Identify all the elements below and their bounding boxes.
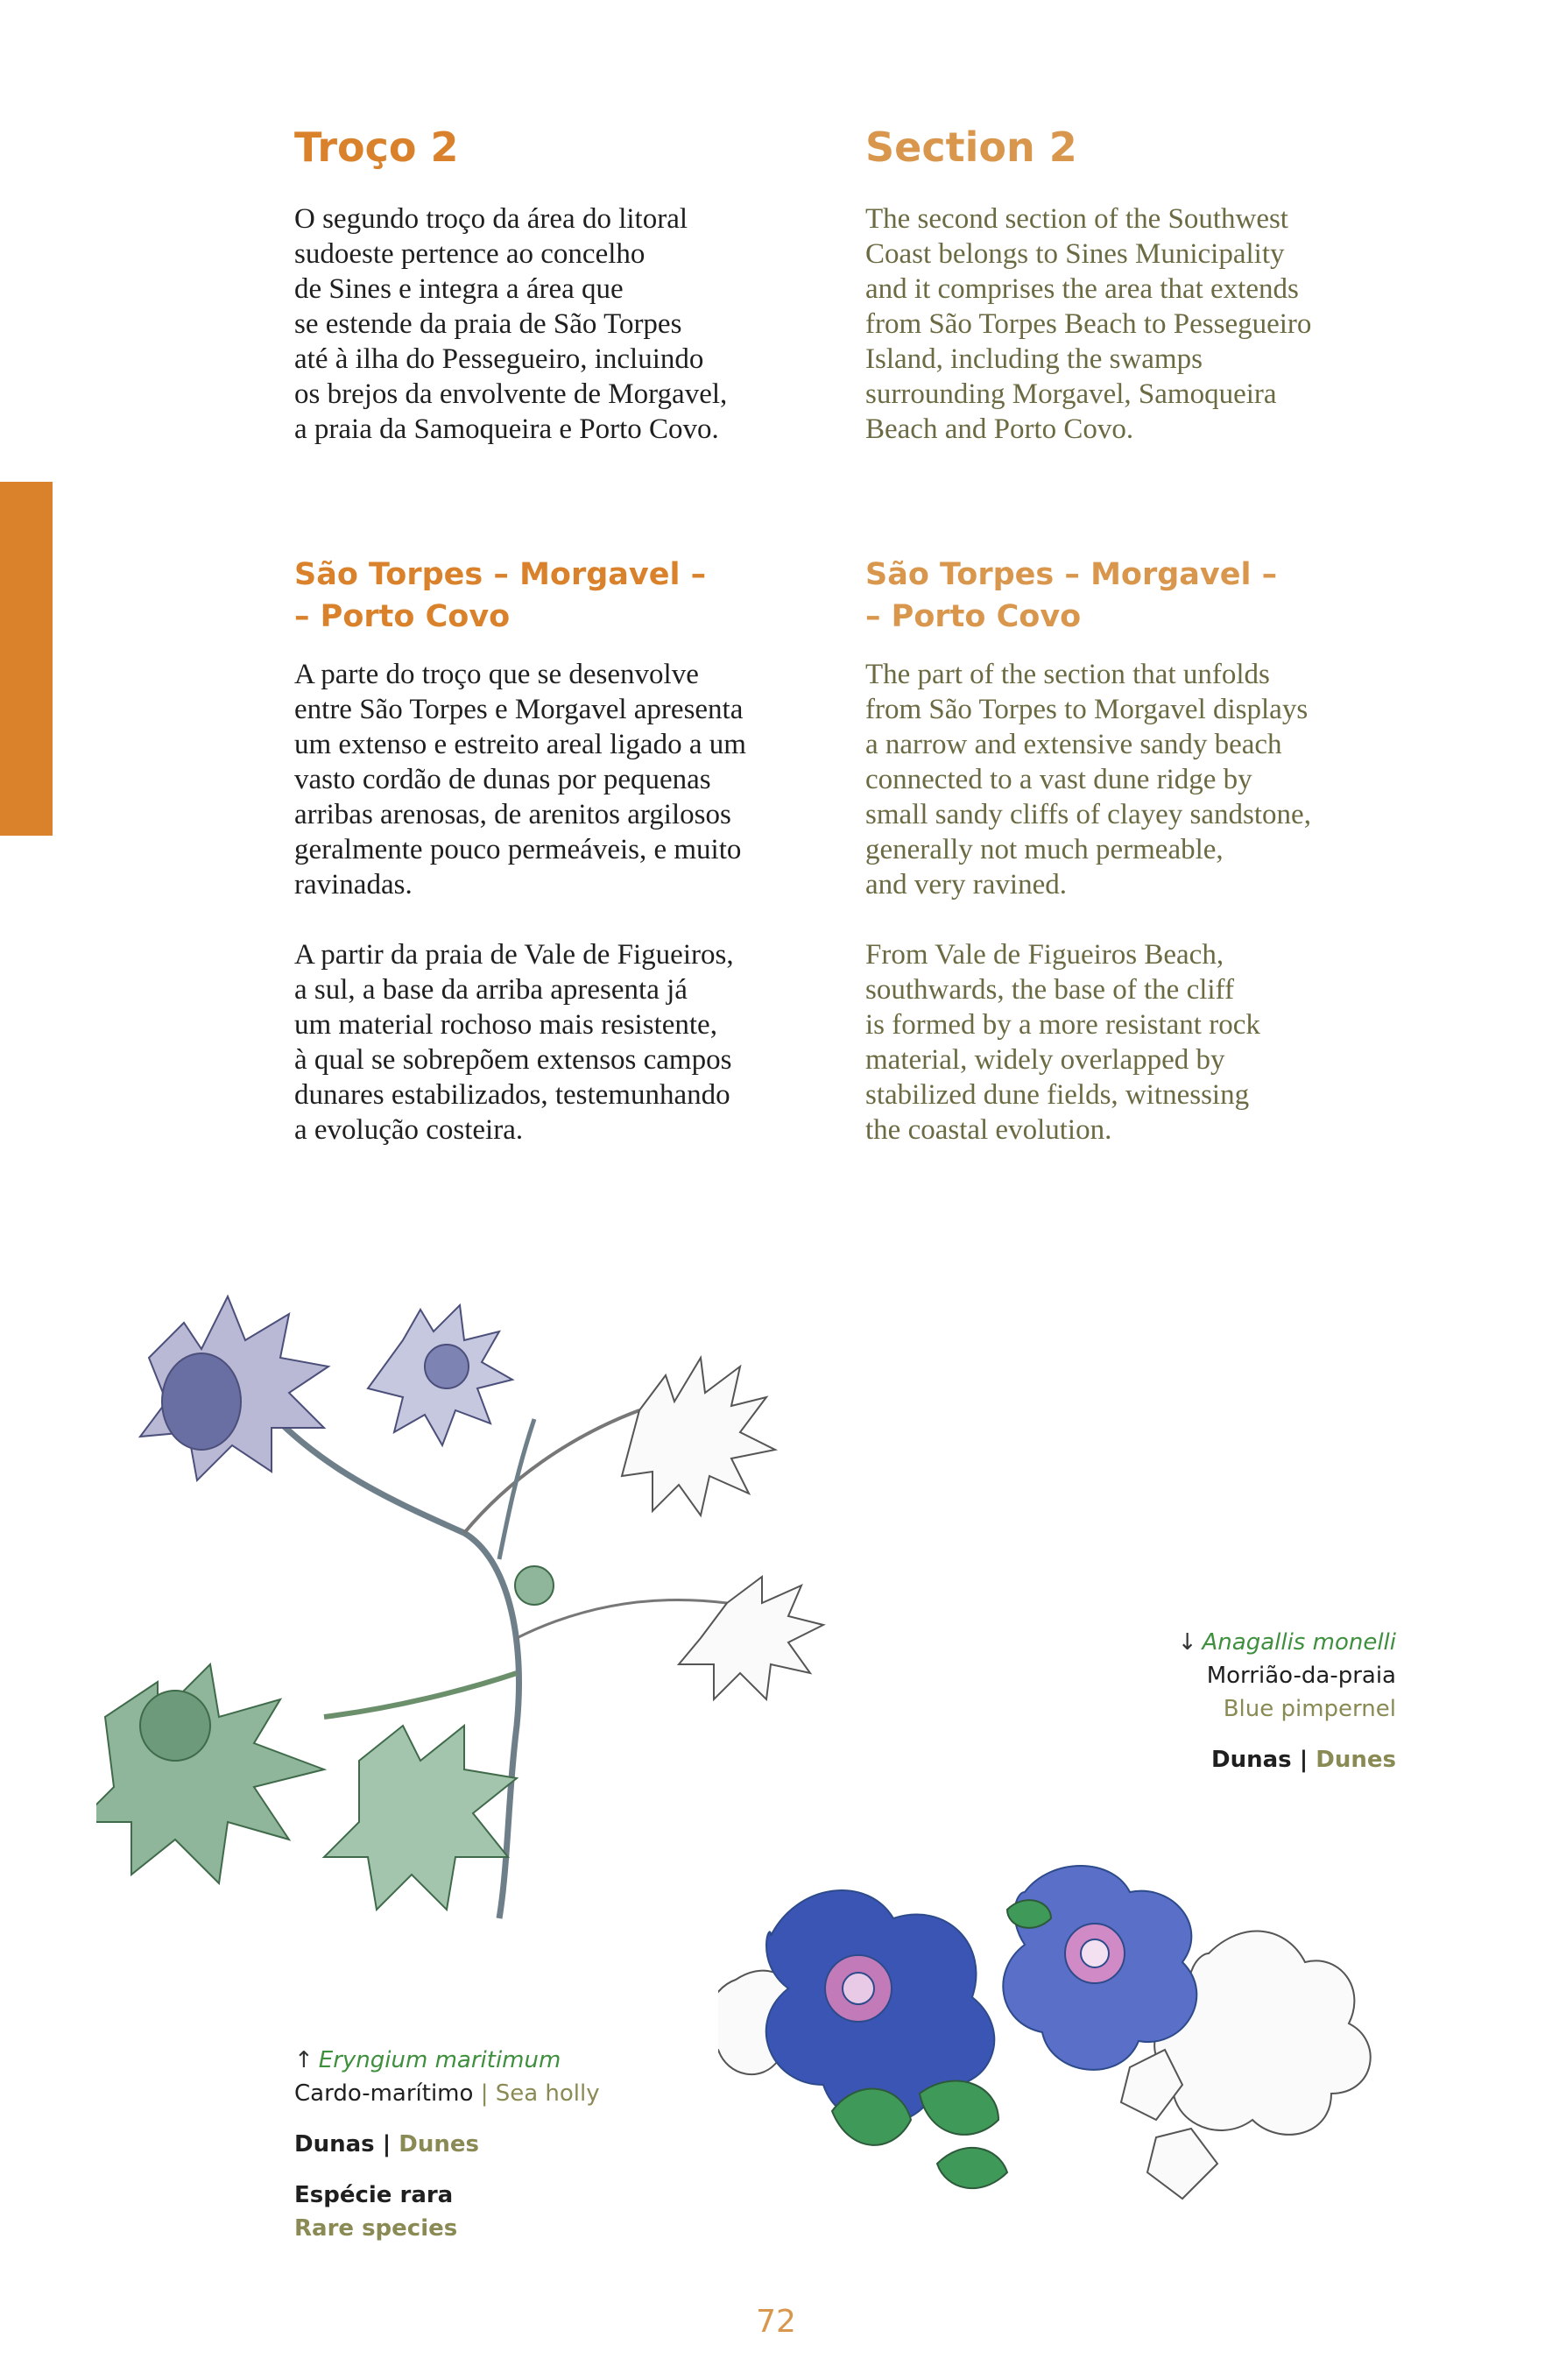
pt-subtitle-line1: São Torpes – Morgavel –: [294, 557, 707, 592]
separator: |: [1299, 1747, 1309, 1773]
eryngium-habitat-pt: Dunas: [294, 2131, 375, 2158]
page-number: 72: [756, 2304, 796, 2340]
en-subsection: [865, 554, 1426, 1148]
blue-pimpernel-illustration: [718, 1848, 1489, 2269]
separator: |: [382, 2131, 392, 2158]
anagallis-latin-name: Anagallis monelli: [1202, 1629, 1396, 1656]
eryngium-status-pt: Espécie rara: [294, 2182, 454, 2208]
en-paragraph-1: The part of the section that unfolds from São Torpes to Morgavel displays a narrow and extensive sandy beach connected to a vast dune ridge by small sandy cliffs of clayey sandstone, generally not much permeable, and very ravined.: [865, 659, 1311, 900]
eryngium-common-en: Sea holly: [495, 2080, 600, 2107]
section-tab-marker: [0, 482, 53, 836]
anagallis-habitat-en: Dunes: [1316, 1747, 1396, 1773]
eryngium-habitat-en: Dunes: [399, 2131, 479, 2158]
eryngium-common-pt: Cardo-marítimo: [294, 2080, 474, 2107]
anagallis-caption: [1178, 1626, 1396, 1776]
pt-title: Troço 2: [294, 124, 459, 171]
arrow-up-icon: ↑: [294, 2047, 314, 2073]
en-subtitle-line2: – Porto Covo: [865, 599, 1082, 634]
anagallis-common-pt: Morrião-da-praia: [1206, 1663, 1396, 1689]
pt-intro: O segundo troço da área do litoral sudoeste pertence ao concelho de Sines e integra a área que se estende da praia de São Torpes até à ilha do Pessegueiro, incluindo os brejos da envolvente de Morgavel, a praia da Samoqueira e Porto Covo.: [294, 203, 728, 445]
pt-paragraph-2: A partir da praia de Vale de Figueiros, a sul, a base da arriba apresenta já um material rochoso mais resistente, à qual se sobrepõem extensos campos dunares estabilizados, testemunhando a evolução costeira.: [294, 939, 734, 1146]
anagallis-common-en: Blue pimpernel: [1223, 1696, 1396, 1722]
anagallis-habitat: [1178, 1743, 1396, 1776]
en-paragraph-2: From Vale de Figueiros Beach, southwards, the base of the cliff is formed by a more resistant rock material, widely overlapped by stabilized dune fields, witnessing the coastal evolution.: [865, 939, 1260, 1146]
en-subtitle-line1: São Torpes – Morgavel –: [865, 557, 1278, 592]
pt-subtitle-line2: – Porto Covo: [294, 599, 511, 634]
eryngium-status-en: Rare species: [294, 2215, 458, 2242]
anagallis-habitat-pt: Dunas: [1211, 1747, 1292, 1773]
pt-column: [294, 123, 855, 447]
separator: |: [480, 2080, 489, 2107]
eryngium-latin-name: Eryngium maritimum: [318, 2047, 561, 2073]
en-intro: The second section of the Southwest Coast belongs to Sines Municipality and it comprises the area that extends from São Torpes Beach to Pessegueiro Island, including the swamps surrounding Morgavel, Samoqueira Beach and Porto Covo.: [865, 203, 1312, 445]
eryngium-habitat: [294, 2128, 600, 2161]
arrow-down-icon: ↓: [1177, 1629, 1197, 1656]
en-title: Section 2: [865, 124, 1077, 171]
sea-holly-illustration: [96, 1270, 850, 1936]
eryngium-caption: [294, 2044, 600, 2245]
pt-paragraph-1: A parte do troço que se desenvolve entre São Torpes e Morgavel apresenta um extenso e estreito areal ligado a um vasto cordão de dunas por pequenas arribas arenosas, de arenitos argilosos geralmente pouco permeáveis, e muito ravinadas.: [294, 659, 746, 900]
en-column: [865, 123, 1426, 447]
pt-subsection: [294, 554, 855, 1148]
